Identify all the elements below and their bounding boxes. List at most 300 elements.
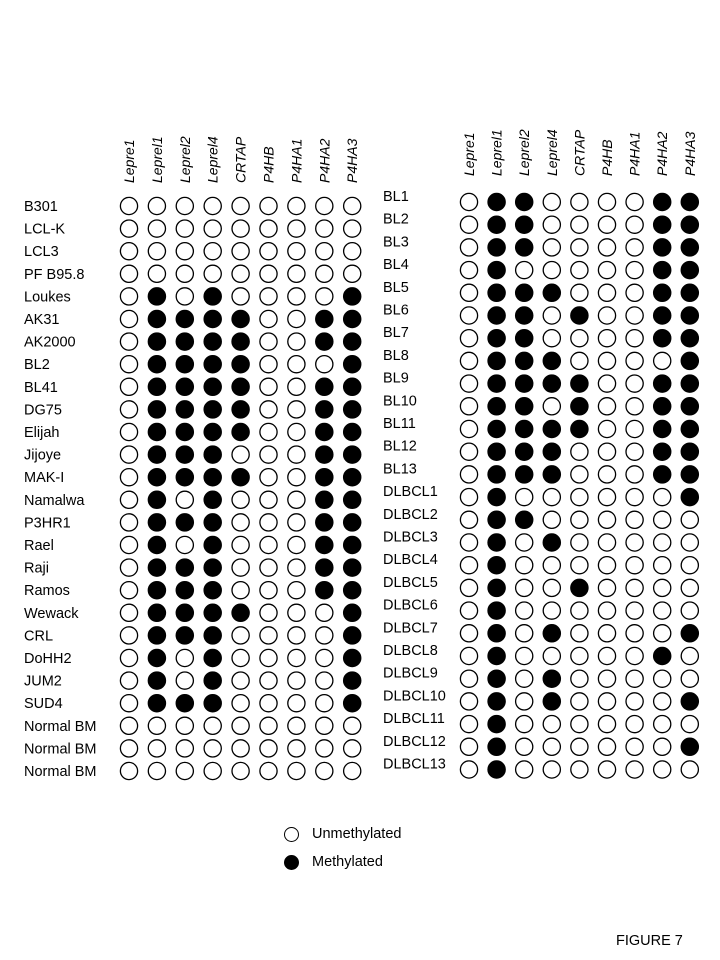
unmethylated-dot <box>654 761 671 778</box>
methylated-dot <box>681 693 698 710</box>
unmethylated-dot <box>543 193 560 210</box>
unmethylated-dot <box>543 307 560 324</box>
row-label: BL11 <box>383 416 416 432</box>
column-header: Leprel4 <box>204 136 221 183</box>
methylated-dot <box>148 536 165 553</box>
unmethylated-dot <box>571 716 588 733</box>
methylated-dot <box>681 420 698 437</box>
methylated-dot <box>681 239 698 256</box>
unmethylated-dot <box>232 627 249 644</box>
row-label: DLBCL13 <box>383 756 446 773</box>
methylated-dot <box>316 401 333 418</box>
methylated-dot <box>232 333 249 350</box>
unmethylated-dot <box>460 670 477 687</box>
methylated-dot <box>654 193 671 210</box>
methylated-dot <box>176 559 193 576</box>
unmethylated-dot <box>260 672 277 689</box>
unmethylated-dot <box>288 559 305 576</box>
unmethylated-dot <box>571 330 588 347</box>
unmethylated-dot <box>120 672 137 689</box>
methylated-dot <box>232 356 249 373</box>
methylated-dot <box>488 534 505 551</box>
unmethylated-dot <box>316 220 333 237</box>
methylated-dot <box>516 443 533 460</box>
unmethylated-dot <box>148 740 165 757</box>
unmethylated-dot <box>571 466 588 483</box>
methylated-dot <box>488 420 505 437</box>
unmethylated-dot <box>176 536 193 553</box>
unmethylated-dot <box>344 243 361 260</box>
methylated-dot <box>204 604 221 621</box>
unmethylated-dot <box>232 220 249 237</box>
row-label: DLBCL12 <box>383 733 446 750</box>
unmethylated-dot <box>598 579 615 596</box>
unmethylated-dot <box>120 310 137 327</box>
methylated-dot <box>204 469 221 486</box>
unmethylated-dot <box>626 625 643 642</box>
unmethylated-dot <box>598 466 615 483</box>
methylated-dot <box>516 307 533 324</box>
methylated-dot <box>681 262 698 279</box>
methylated-dot <box>516 330 533 347</box>
methylated-dot <box>488 625 505 642</box>
methylated-dot <box>543 625 560 642</box>
methylated-dot <box>148 559 165 576</box>
unmethylated-dot <box>543 511 560 528</box>
methylated-dot <box>344 310 361 327</box>
unmethylated-dot <box>681 511 698 528</box>
unmethylated-dot <box>232 695 249 712</box>
methylated-dot <box>148 333 165 350</box>
unmethylated-dot <box>288 491 305 508</box>
methylated-dot <box>148 514 165 531</box>
methylated-dot <box>232 604 249 621</box>
unmethylated-dot <box>260 333 277 350</box>
unmethylated-dot <box>120 197 137 214</box>
unmethylated-dot <box>120 514 137 531</box>
methylated-dot <box>488 761 505 778</box>
unmethylated-dot <box>204 243 221 260</box>
row-label: DLBCL10 <box>383 688 446 705</box>
methylated-dot <box>543 670 560 687</box>
unmethylated-dot <box>516 670 533 687</box>
methylated-dot <box>654 284 671 301</box>
unmethylated-dot <box>571 693 588 710</box>
unmethylated-dot <box>626 284 643 301</box>
methylated-dot <box>654 216 671 233</box>
column-header: Leprel1 <box>148 136 165 183</box>
column-header: P4HB <box>599 139 615 176</box>
methylated-dot <box>176 627 193 644</box>
methylated-dot <box>516 193 533 210</box>
methylated-dot <box>344 649 361 666</box>
unmethylated-dot <box>598 398 615 415</box>
methylated-dot <box>176 582 193 599</box>
unmethylated-dot <box>460 602 477 619</box>
methylated-dot <box>654 330 671 347</box>
unmethylated-dot <box>120 378 137 395</box>
methylated-dot <box>488 307 505 324</box>
unmethylated-dot <box>460 579 477 596</box>
methylated-dot <box>344 356 361 373</box>
unmethylated-dot <box>598 352 615 369</box>
methylated-dot <box>316 582 333 599</box>
methylated-dot <box>148 491 165 508</box>
legend-unmethylated-label: Unmethylated <box>312 826 402 842</box>
unmethylated-dot <box>204 220 221 237</box>
unmethylated-dot <box>120 243 137 260</box>
methylated-dot <box>316 559 333 576</box>
methylated-dot <box>681 330 698 347</box>
unmethylated-dot <box>543 330 560 347</box>
unmethylated-dot <box>260 197 277 214</box>
unmethylated-dot <box>654 534 671 551</box>
row-label: BL41 <box>24 379 58 396</box>
methylated-dot <box>316 491 333 508</box>
unmethylated-dot <box>598 420 615 437</box>
unmethylated-dot <box>120 559 137 576</box>
methylated-dot <box>344 333 361 350</box>
unmethylated-dot <box>120 695 137 712</box>
methylated-dot <box>176 695 193 712</box>
row-label: SUD4 <box>24 696 63 713</box>
column-header: P4HA1 <box>626 131 643 176</box>
open-circle-icon <box>284 827 299 842</box>
unmethylated-dot <box>148 243 165 260</box>
unmethylated-dot <box>516 716 533 733</box>
methylated-dot <box>488 511 505 528</box>
unmethylated-dot <box>598 534 615 551</box>
unmethylated-dot <box>626 352 643 369</box>
methylated-dot <box>344 695 361 712</box>
unmethylated-dot <box>654 557 671 574</box>
unmethylated-dot <box>316 762 333 779</box>
unmethylated-dot <box>598 511 615 528</box>
row-label: DLBCL3 <box>383 529 438 546</box>
row-label: Ramos <box>24 583 70 600</box>
methylated-dot <box>488 466 505 483</box>
unmethylated-dot <box>516 625 533 642</box>
methylated-dot <box>316 378 333 395</box>
unmethylated-dot <box>176 265 193 282</box>
unmethylated-dot <box>654 625 671 642</box>
unmethylated-dot <box>571 352 588 369</box>
methylated-dot <box>681 375 698 392</box>
unmethylated-dot <box>288 469 305 486</box>
unmethylated-dot <box>654 716 671 733</box>
unmethylated-dot <box>260 740 277 757</box>
methylated-dot <box>204 333 221 350</box>
methylated-dot <box>344 582 361 599</box>
methylated-dot <box>488 693 505 710</box>
methylated-dot <box>316 446 333 463</box>
row-label: P3HR1 <box>24 515 71 532</box>
unmethylated-dot <box>288 220 305 237</box>
unmethylated-dot <box>176 220 193 237</box>
methylated-dot <box>204 672 221 689</box>
row-label: DLBCL7 <box>383 620 438 637</box>
unmethylated-dot <box>598 761 615 778</box>
unmethylated-dot <box>516 534 533 551</box>
unmethylated-dot <box>571 284 588 301</box>
methylated-dot <box>488 262 505 279</box>
methylated-dot <box>488 602 505 619</box>
methylated-dot <box>148 356 165 373</box>
unmethylated-dot <box>260 649 277 666</box>
methylated-dot <box>204 288 221 305</box>
unmethylated-dot <box>288 310 305 327</box>
methylated-dot <box>543 375 560 392</box>
methylated-dot <box>516 216 533 233</box>
row-label: DLBCL11 <box>383 711 445 728</box>
methylated-dot <box>681 284 698 301</box>
column-header: P4HA2 <box>654 131 671 176</box>
unmethylated-dot <box>260 491 277 508</box>
methylated-dot <box>654 443 671 460</box>
unmethylated-dot <box>626 511 643 528</box>
unmethylated-dot <box>460 284 477 301</box>
unmethylated-dot <box>598 216 615 233</box>
unmethylated-dot <box>232 514 249 531</box>
methylated-dot <box>654 239 671 256</box>
methylated-dot <box>204 514 221 531</box>
unmethylated-dot <box>516 557 533 574</box>
methylated-dot <box>204 582 221 599</box>
unmethylated-dot <box>176 491 193 508</box>
row-label: DLBCL5 <box>383 574 438 591</box>
unmethylated-dot <box>460 239 477 256</box>
row-label: BL9 <box>383 370 409 387</box>
unmethylated-dot <box>460 625 477 642</box>
methylated-dot <box>516 398 533 415</box>
unmethylated-dot <box>232 649 249 666</box>
methylated-dot <box>681 466 698 483</box>
methylated-dot <box>204 310 221 327</box>
unmethylated-dot <box>516 693 533 710</box>
unmethylated-dot <box>288 717 305 734</box>
unmethylated-dot <box>204 762 221 779</box>
unmethylated-dot <box>232 717 249 734</box>
methylated-dot <box>316 310 333 327</box>
unmethylated-dot <box>260 695 277 712</box>
unmethylated-dot <box>260 356 277 373</box>
methylated-dot <box>344 469 361 486</box>
unmethylated-dot <box>344 717 361 734</box>
row-label: Raji <box>24 560 49 577</box>
methylated-dot <box>681 352 698 369</box>
methylated-dot <box>488 352 505 369</box>
unmethylated-dot <box>571 239 588 256</box>
methylated-dot <box>148 401 165 418</box>
unmethylated-dot <box>232 672 249 689</box>
unmethylated-dot <box>543 398 560 415</box>
row-label: Wewack <box>24 605 79 622</box>
methylated-dot <box>488 398 505 415</box>
unmethylated-dot <box>571 443 588 460</box>
column-header: P4HB <box>260 146 277 183</box>
unmethylated-dot <box>316 695 333 712</box>
unmethylated-dot <box>232 197 249 214</box>
row-label: BL5 <box>383 279 409 296</box>
unmethylated-dot <box>260 265 277 282</box>
row-label: Normal BM <box>24 718 97 735</box>
row-label: BL6 <box>383 302 409 319</box>
filled-circle-icon <box>284 855 299 870</box>
methylated-dot <box>488 738 505 755</box>
unmethylated-dot <box>460 489 477 506</box>
unmethylated-dot <box>288 423 305 440</box>
methylated-dot <box>344 491 361 508</box>
unmethylated-dot <box>626 738 643 755</box>
unmethylated-dot <box>460 511 477 528</box>
unmethylated-dot <box>176 672 193 689</box>
methylated-dot <box>543 284 560 301</box>
unmethylated-dot <box>460 716 477 733</box>
unmethylated-dot <box>316 740 333 757</box>
unmethylated-dot <box>288 401 305 418</box>
unmethylated-dot <box>598 625 615 642</box>
unmethylated-dot <box>232 446 249 463</box>
row-label: BL12 <box>383 438 417 455</box>
unmethylated-dot <box>120 288 137 305</box>
unmethylated-dot <box>288 672 305 689</box>
unmethylated-dot <box>148 220 165 237</box>
methylated-dot <box>488 489 505 506</box>
unmethylated-dot <box>598 738 615 755</box>
unmethylated-dot <box>232 265 249 282</box>
methylated-dot <box>681 307 698 324</box>
column-header: CRTAP <box>571 129 588 176</box>
methylated-dot <box>232 310 249 327</box>
methylated-dot <box>681 398 698 415</box>
methylated-dot <box>176 423 193 440</box>
unmethylated-dot <box>232 288 249 305</box>
row-label: AK2000 <box>24 334 76 351</box>
unmethylated-dot <box>543 579 560 596</box>
unmethylated-dot <box>681 647 698 664</box>
unmethylated-dot <box>460 375 477 392</box>
methylated-dot <box>516 239 533 256</box>
methylated-dot <box>516 375 533 392</box>
unmethylated-dot <box>626 443 643 460</box>
methylated-dot <box>316 333 333 350</box>
unmethylated-dot <box>626 330 643 347</box>
unmethylated-dot <box>120 627 137 644</box>
row-label: PF B95.8 <box>24 266 85 283</box>
methylated-dot <box>232 401 249 418</box>
methylated-dot <box>571 420 588 437</box>
unmethylated-dot <box>626 489 643 506</box>
methylated-dot <box>516 284 533 301</box>
unmethylated-dot <box>120 762 137 779</box>
column-header: Lepre1 <box>121 139 137 183</box>
unmethylated-dot <box>543 761 560 778</box>
unmethylated-dot <box>543 262 560 279</box>
unmethylated-dot <box>460 557 477 574</box>
methylated-dot <box>176 333 193 350</box>
unmethylated-dot <box>260 604 277 621</box>
unmethylated-dot <box>288 288 305 305</box>
methylated-dot <box>681 193 698 210</box>
unmethylated-dot <box>176 197 193 214</box>
legend-methylated-label: Methylated <box>312 854 383 870</box>
unmethylated-dot <box>598 375 615 392</box>
unmethylated-dot <box>316 717 333 734</box>
unmethylated-dot <box>460 193 477 210</box>
unmethylated-dot <box>232 762 249 779</box>
unmethylated-dot <box>516 738 533 755</box>
row-label: DoHH2 <box>24 651 72 667</box>
methylated-dot <box>204 627 221 644</box>
row-label: DLBCL9 <box>383 665 438 682</box>
unmethylated-dot <box>626 602 643 619</box>
unmethylated-dot <box>260 559 277 576</box>
methylated-dot <box>148 649 165 666</box>
unmethylated-dot <box>288 604 305 621</box>
methylated-dot <box>571 307 588 324</box>
unmethylated-dot <box>571 602 588 619</box>
methylated-dot <box>204 536 221 553</box>
unmethylated-dot <box>260 446 277 463</box>
methylated-dot <box>488 239 505 256</box>
unmethylated-dot <box>571 738 588 755</box>
unmethylated-dot <box>176 717 193 734</box>
unmethylated-dot <box>598 330 615 347</box>
unmethylated-dot <box>460 352 477 369</box>
methylated-dot <box>516 352 533 369</box>
methylated-dot <box>681 489 698 506</box>
legend-unmethylated <box>284 820 401 848</box>
row-label: Jijoye <box>24 447 62 464</box>
methylated-dot <box>148 310 165 327</box>
methylated-dot <box>654 375 671 392</box>
unmethylated-dot <box>654 738 671 755</box>
column-header: P4HA3 <box>344 138 361 183</box>
methylated-dot <box>316 469 333 486</box>
row-label: DLBCL6 <box>383 597 438 614</box>
unmethylated-dot <box>626 579 643 596</box>
unmethylated-dot <box>260 717 277 734</box>
methylated-dot <box>344 604 361 621</box>
row-label: BL7 <box>383 325 409 342</box>
methylated-dot <box>204 695 221 712</box>
unmethylated-dot <box>626 398 643 415</box>
methylated-dot <box>681 216 698 233</box>
methylated-dot <box>176 469 193 486</box>
unmethylated-dot <box>232 491 249 508</box>
unmethylated-dot <box>571 761 588 778</box>
left-panel <box>24 136 361 780</box>
unmethylated-dot <box>626 761 643 778</box>
unmethylated-dot <box>260 762 277 779</box>
unmethylated-dot <box>204 740 221 757</box>
methylated-dot <box>148 582 165 599</box>
unmethylated-dot <box>288 582 305 599</box>
unmethylated-dot <box>598 239 615 256</box>
row-label: BL4 <box>383 257 409 274</box>
methylated-dot <box>543 534 560 551</box>
methylated-dot <box>232 423 249 440</box>
row-label: MAK-I <box>24 470 65 487</box>
unmethylated-dot <box>571 670 588 687</box>
unmethylated-dot <box>344 197 361 214</box>
methylated-dot <box>176 604 193 621</box>
legend-methylated <box>284 848 401 876</box>
unmethylated-dot <box>260 536 277 553</box>
unmethylated-dot <box>681 670 698 687</box>
unmethylated-dot <box>460 466 477 483</box>
unmethylated-dot <box>288 514 305 531</box>
